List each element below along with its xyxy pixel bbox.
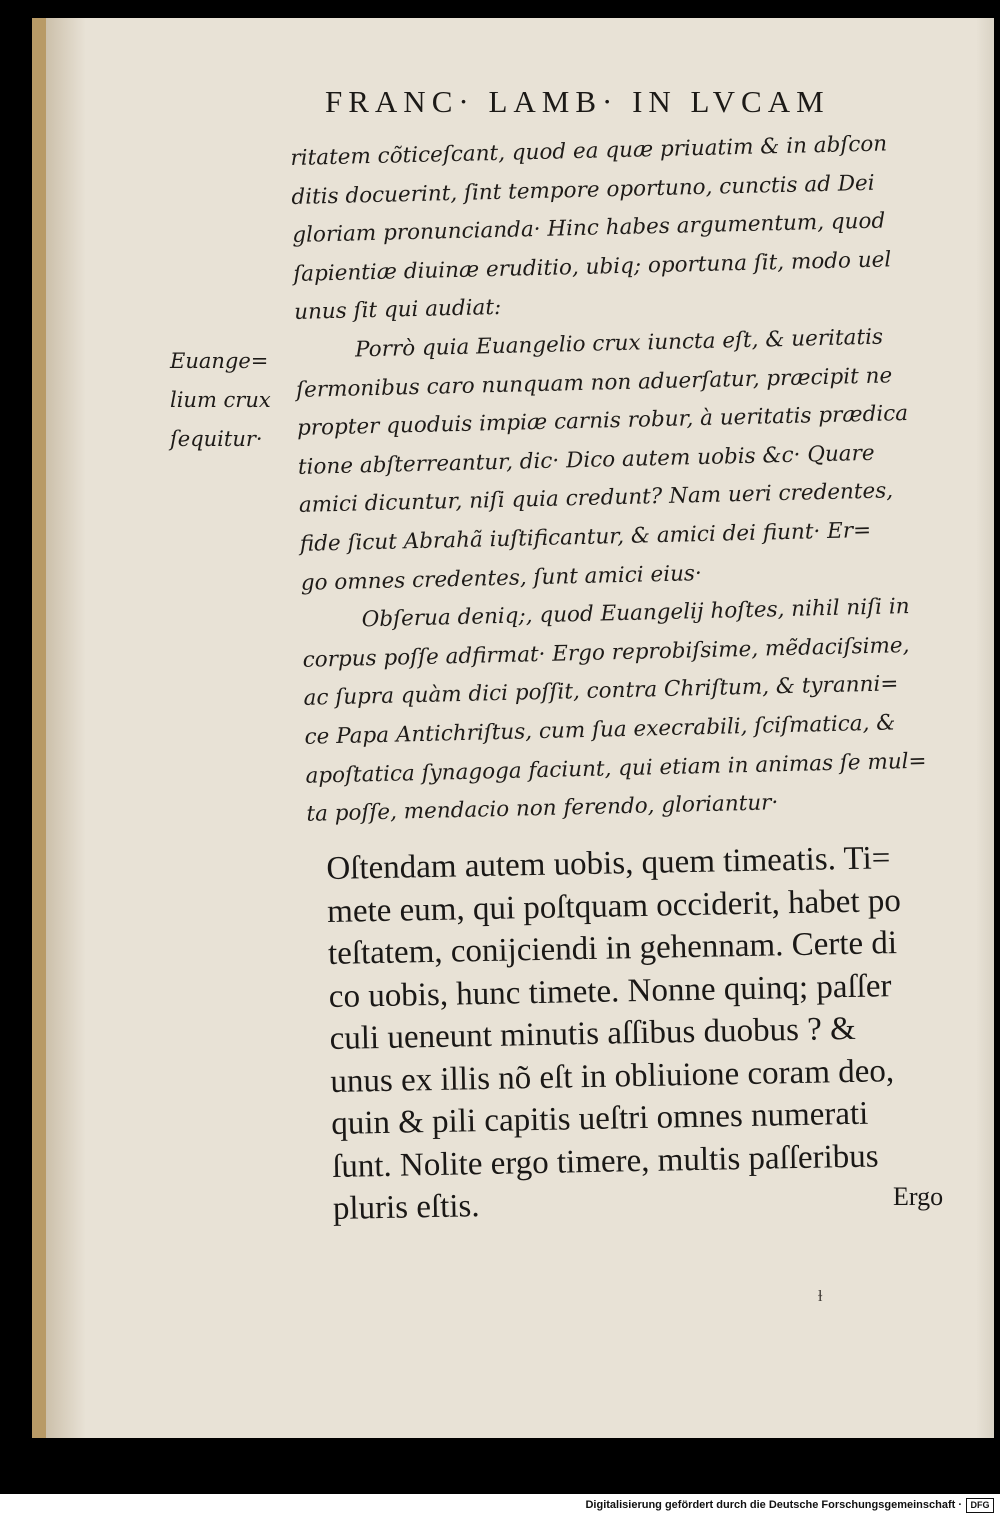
margin-note-line: Euange=	[170, 349, 269, 373]
margin-note-line: lium crux	[170, 388, 271, 412]
catchword: Ergo	[893, 1182, 944, 1211]
text-line: culi ueneunt minutis aſſibus duobus ? &	[329, 1010, 857, 1057]
text-line: ſermonibus caro nunquam non aduerſatur, præcipit ne	[295, 362, 893, 403]
text-line: quin & pili capitis ueſtri omnes numerati	[330, 1095, 869, 1142]
text-line: tione abſterreantur, dic· Dico autem uobis &c· Quare	[297, 440, 875, 480]
margin-note-line: ſequitur·	[170, 427, 263, 451]
text-line: ſunt. Nolite ergo timere, multis paſſeribus	[331, 1137, 879, 1185]
text-line: pluris eſtis.	[332, 1188, 480, 1227]
dfg-logo-icon: DFG	[966, 1498, 994, 1513]
text-line: unus ex illis nõ eſt in obliuione coram deo,	[330, 1052, 895, 1100]
digitization-footer	[0, 1494, 1000, 1518]
scripture-text	[326, 836, 973, 1231]
text-line: gloriam pronuncianda· Hinc habes argumentum, quod	[292, 208, 886, 249]
commentary-text	[290, 124, 967, 835]
text-line: Obſerua deniq;, quod Euangelij hoſtes, nihil niſi in	[361, 594, 910, 633]
text-line: teſtatem, conijciendi in gehennam. Certe di	[327, 925, 898, 972]
page-edge	[976, 18, 994, 1438]
text-line: Porrò quia Euangelio crux iuncta eſt, & ueritatis	[354, 324, 884, 363]
text-line: amici dicuntur, niſi quia credunt? Nam ueri credentes,	[298, 478, 894, 519]
footer-credit: Digitalisierung gefördert durch die Deutsche Forschungsgemeinschaft ·	[585, 1499, 962, 1511]
text-line: apoſtatica ſynagoga faciunt, qui etiam in animas ſe mul=	[305, 748, 927, 789]
text-line: ditis docuerint, ſint tempore oportuno, cunctis ad Dei	[291, 170, 875, 210]
text-line: fide ſicut Abrahã iuſtificantur, & amici dei fiunt· Er=	[299, 517, 872, 557]
running-head: FRANC· LAMB· IN LVCAM	[325, 84, 830, 119]
margin-note	[170, 342, 300, 459]
text-line: ſapientiæ diuinæ eruditio, ubiq; oportuna ſit, modo uel	[292, 247, 892, 287]
text-line: ce Papa Antichriſtus, cum ſua execrabili, ſciſmatica, &	[304, 710, 896, 750]
text-line: mete eum, qui poſtquam occiderit, habet po	[326, 882, 902, 930]
text-line: unus ſit qui audiat:	[293, 295, 502, 326]
text-line: propter quoduis impiæ carnis robur, à ueritatis prædica	[296, 401, 909, 442]
text-line: ritatem cõticeſcant, quod ea quæ priuatim & in abſcon	[290, 131, 888, 171]
text-line: Oſtendam autem uobis, quem timeatis. Ti=	[326, 840, 891, 887]
text-line: ac ſupra quàm dici poſſit, contra Chriſtum, & tyranni=	[303, 671, 899, 712]
text-line: corpus poſſe adfirmat· Ergo reprobiſsime, mẽdaciſsime,	[302, 632, 910, 673]
text-line: go omnes credentes, ſunt amici eius·	[300, 560, 703, 596]
text-line: co uobis, hunc timete. Nonne quinq; paſſer	[328, 967, 892, 1015]
gutter-shadow	[46, 18, 86, 1438]
text-line: ta poſſe, mendacio non ferendo, gloriantur·	[306, 790, 779, 827]
stray-mark: ɫ	[818, 1288, 823, 1305]
